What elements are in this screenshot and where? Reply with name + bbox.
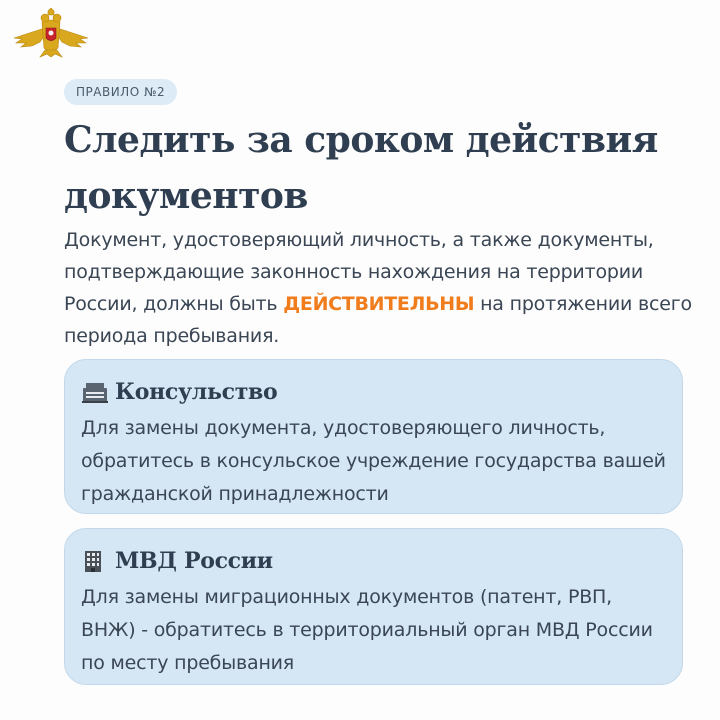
office-building-icon: [81, 549, 109, 573]
mvd-card-title: МВД России: [115, 548, 273, 574]
mvd-card-header: [81, 543, 666, 579]
page-title: Следить за сроком действия документов: [64, 119, 658, 217]
intro-text-before: Документ, удостоверяющий личность, а также документы, подтверждающие законность нахождения на территории России, должны быть: [64, 229, 654, 315]
mvd-card-text: Для замены миграционных документов (патент, РВП, ВНЖ) - обратитесь в территориальный орган МВД России по месту пребывания: [81, 586, 653, 674]
rule-badge: ПРАВИЛО №2: [64, 79, 177, 105]
consulate-card: [64, 359, 683, 514]
consulate-card-text: Для замены документа, удостоверяющего личность, обратитесь в консульское учреждение государства вашей гражданской принадлежности: [81, 417, 666, 505]
consulate-card-header: [81, 374, 666, 410]
intro-text-after: на протяжении всего периода пребывания.: [64, 293, 692, 347]
consulate-card-title: Консульство: [115, 379, 278, 405]
intro-highlight: ДЕЙСТВИТЕЛЬНЫ: [283, 293, 475, 315]
mvd-card: [64, 528, 683, 685]
consulate-building-icon: [81, 380, 109, 404]
double-headed-eagle-emblem-icon: [12, 8, 90, 58]
intro-paragraph: [64, 224, 704, 352]
